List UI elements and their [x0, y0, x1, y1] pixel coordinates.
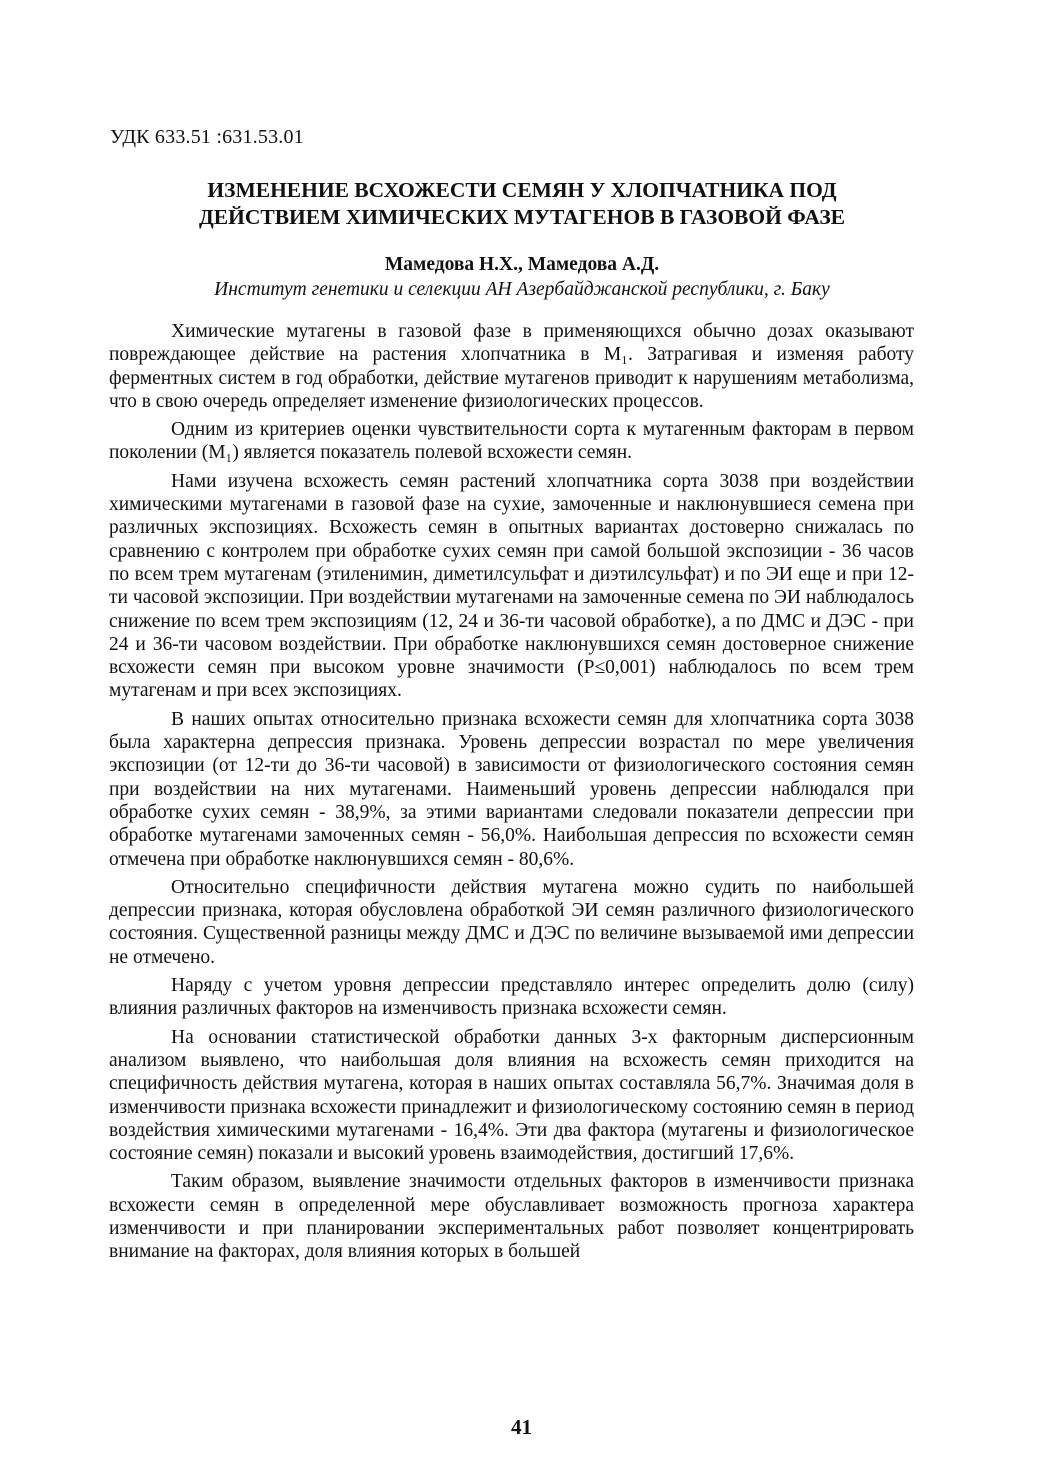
- paragraph-1: Химические мутагены в газовой фазе в применяющихся обычно дозах оказывают повреждающее действие на растения хлопчатника в M₁. Затрагивая и изменяя работу ферментных систем в год обработки, действие мутагенов приводит к нарушениям метаболизма, что в свою очередь определяет изменение физиологических процессов.: [109, 321, 914, 412]
- article-body: [109, 320, 914, 1269]
- page-number: 41: [511, 1415, 532, 1439]
- paragraph-3: Нами изучена всхожесть семян растений хлопчатника сорта 3038 при воздействии химическими мутагенами в газовой фазе на сухие, замоченные и наклюнувшиеся семена при различных экспозициях. Всхожесть семян в опытных вариантах достоверно снижалась по сравнению с контролем при обработке сухих семян при самой большой экспозиции - 36 часов по всем трем мутагенам (этиленимин, диметилсульфат и диэтилсульфат) и по ЭИ еще и при 12-ти часовой экспозиции. При воздействии мутагенами на замоченные семена по ЭИ наблюдалось снижение по всем трем экспозициям (12, 24 и 36-ти часовой обработке), а по ДМС и ДЭС - при 24 и 36-ти часовом воздействии. При обработке наклюнувшихся семян достоверное снижение всхожести семян при высоком уровне значимости (P≤0,001) наблюдалось по всем трем мутагенам и при всех экспозициях.: [109, 470, 914, 702]
- authors: Мамедова Н.Х., Мамедова А.Д.: [384, 254, 660, 275]
- paragraph-5: Относительно специфичности действия мутагена можно судить по наибольшей депрессии признака, которая обусловлена обработкой ЭИ семян различного физиологического состояния. Существенной разницы между ДМС и ДЭС по величине вызываемой ими депрессии не отмечено.: [109, 876, 914, 968]
- paragraph-6: Наряду с учетом уровня депрессии представляло интерес определить долю (силу) влияния различных факторов на изменчивость признака всхожести семян.: [109, 975, 914, 1020]
- institution: Институт генетики и селекции АН Азербайджанской республики, г. Баку: [214, 279, 830, 300]
- article-title-line-2: ДЕЙСТВИЕМ ХИМИЧЕСКИХ МУТАГЕНОВ В ГАЗОВОЙ ФАЗЕ: [198, 205, 846, 229]
- paragraph-4: В наших опытах относительно признака всхожести семян для хлопчатника сорта 3038 была характерна депрессия признака. Уровень депрессии возрастал по мере увеличения экспозиции (от 12-ти до 36-ти часовой) в зависимости от физиологического состояния семян при воздействии на них мутагенами. Наименьший уровень депрессии наблюдался при обработке сухих семян - 38,9%, за этими вариантами следовали показатели депрессии при обработке мутагенами замоченных семян - 56,0%. Наибольшая депрессия по всхожести семян отмечена при обработке наклюнувшихся семян - 80,6%.: [109, 708, 914, 870]
- udk-code: УДК 633.51 :631.53.01: [110, 126, 304, 148]
- paragraph-7: На основании статистической обработки данных 3-х факторным дисперсионным анализом выявлено, что наибольшая доля влияния на всхожесть семян приходится на специфичность действия мутагена, которая в наших опытах составляла 56,7%. Значимая доля в изменчивости признака всхожести принадлежит и физиологическому состоянию семян в период воздействия химическими мутагенами - 16,4%. Эти два фактора (мутагены и физиологическое состояние семян) показали и высокий уровень взаимодействия, достигший 17,6%.: [109, 1026, 914, 1165]
- paragraph-2: Одним из критериев оценки чувствительности сорта к мутагенным факторам в первом поколении (M₁) является показатель полевой всхожести семян.: [109, 419, 914, 464]
- article-title-line-1: ИЗМЕНЕНИЕ ВСХОЖЕСТИ СЕМЯН У ХЛОПЧАТНИКА ПОД: [207, 178, 837, 202]
- paragraph-8: Таким образом, выявление значимости отдельных факторов в изменчивости признака всхожести семян в определенной мере обуславливает возможность прогноза характера изменчивости и при планировании экспериментальных работ позволяет концентрировать внимание на факторах, доля влияния которых в большей: [109, 1171, 914, 1263]
